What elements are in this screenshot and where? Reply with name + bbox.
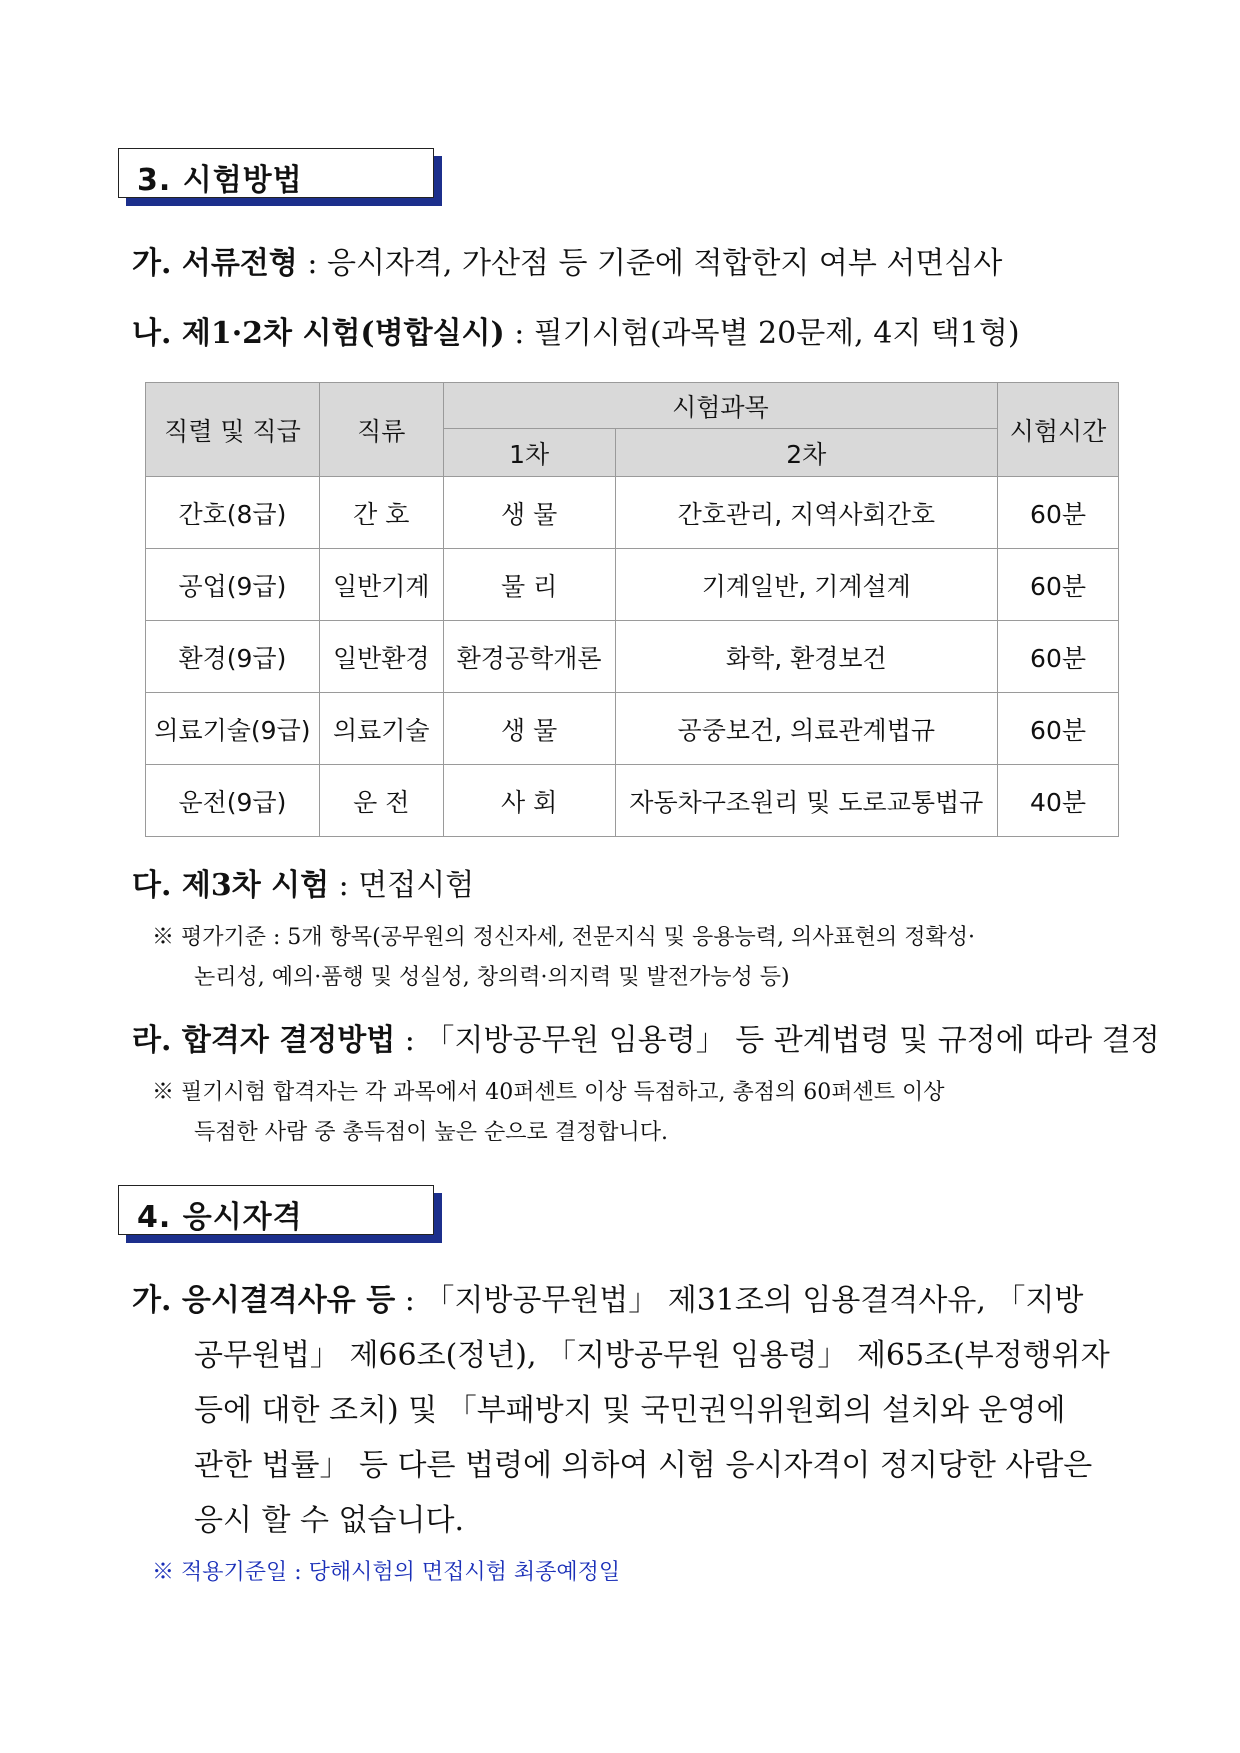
header-time: 시험시간 — [998, 383, 1119, 477]
cell-type: 일반환경 — [319, 621, 443, 693]
cell-second: 기계일반, 기계설계 — [615, 549, 998, 621]
section4-title-box — [118, 1185, 434, 1235]
s3-ra-label: 라. 합격자 결정방법 — [132, 1023, 396, 1058]
cell-type: 의료기술 — [319, 693, 443, 765]
section3-title-box — [118, 148, 434, 198]
s4-ga-text1: : 「지방공무원법」 제31조의 임용결격사유, 「지방 — [395, 1283, 1084, 1318]
table-row — [146, 693, 1119, 765]
s3-ga-text: 응시자격, 가산점 등 기준에 적합한지 여부 서면심사 — [326, 246, 1003, 281]
s3-item-ga — [132, 238, 1002, 282]
table-row — [146, 621, 1119, 693]
s3-ra-sep: : — [395, 1023, 425, 1058]
header-type: 직류 — [319, 383, 443, 477]
cell-grade: 공업(9급) — [146, 549, 320, 621]
exam-table — [145, 382, 1119, 837]
cell-first: 사 회 — [443, 765, 615, 837]
s3-ra-note-line1: ※ 필기시험 합격자는 각 과목에서 40퍼센트 이상 득점하고, 총점의 60퍼센트 이상 — [152, 1080, 945, 1105]
s4-item-ga-line5: 응시 할 수 없습니다. — [194, 1503, 464, 1538]
s3-da-note-line2: 논리성, 예의·품행 및 성실성, 창의력·의지력 및 발전가능성 등) — [194, 965, 790, 990]
cell-second: 화학, 환경보건 — [615, 621, 998, 693]
cell-grade: 의료기술(9급) — [146, 693, 320, 765]
s3-ra-note-line2: 득점한 사람 중 총득점이 높은 순으로 결정합니다. — [194, 1120, 668, 1145]
s3-item-da — [132, 860, 474, 904]
cell-time: 60분 — [998, 621, 1119, 693]
section4-title: 4. 응시자격 — [137, 1200, 303, 1235]
s3-na-text: 필기시험(과목별 20문제, 4지 택1형) — [533, 316, 1020, 351]
cell-first: 생 물 — [443, 477, 615, 549]
s3-da-label: 다. 제3차 시험 — [132, 868, 330, 903]
s3-item-na — [132, 308, 1020, 352]
cell-type: 일반기계 — [319, 549, 443, 621]
s3-da-sep: : — [329, 868, 359, 903]
s4-note: ※ 적용기준일 : 당해시험의 면접시험 최종예정일 — [152, 1560, 621, 1585]
s4-item-ga-line1 — [132, 1275, 1083, 1319]
s4-item-ga-line2: 공무원법」 제66조(정년), 「지방공무원 임용령」 제65조(부정행위자 — [194, 1338, 1110, 1373]
s3-item-ra — [132, 1015, 1160, 1059]
s3-ra-text: 「지방공무원 임용령」 등 관계법령 및 규정에 따라 결정 — [424, 1023, 1160, 1058]
section3-title: 3. 시험방법 — [137, 163, 303, 198]
cell-time: 40분 — [998, 765, 1119, 837]
cell-first: 생 물 — [443, 693, 615, 765]
header-subjects: 시험과목 — [443, 383, 997, 429]
s3-na-sep: : — [504, 316, 534, 351]
cell-second: 간호관리, 지역사회간호 — [615, 477, 998, 549]
cell-grade: 간호(8급) — [146, 477, 320, 549]
s4-item-ga-line3: 등에 대한 조치) 및 「부패방지 및 국민권익위원회의 설치와 운영에 — [194, 1393, 1066, 1428]
cell-grade: 운전(9급) — [146, 765, 320, 837]
s4-item-ga-line4: 관한 법률」 등 다른 법령에 의하여 시험 응시자격이 정지당한 사람은 — [194, 1448, 1093, 1483]
cell-time: 60분 — [998, 549, 1119, 621]
s4-ga-label: 가. 응시결격사유 등 — [132, 1283, 396, 1318]
table-row — [146, 477, 1119, 549]
exam-table-body — [146, 477, 1119, 837]
cell-second: 공중보건, 의료관계법규 — [615, 693, 998, 765]
s3-na-label: 나. 제1·2차 시험(병합실시) — [132, 316, 505, 351]
s3-da-note-line1: ※ 평가기준 : 5개 항목(공무원의 정신자세, 전문지식 및 응용능력, 의사표현의 정확성· — [152, 925, 975, 950]
s3-ga-label: 가. 서류전형 — [132, 246, 298, 281]
s3-da-text: 면접시험 — [358, 868, 475, 903]
table-row — [146, 549, 1119, 621]
table-row — [146, 765, 1119, 837]
cell-type: 운 전 — [319, 765, 443, 837]
cell-type: 간 호 — [319, 477, 443, 549]
cell-time: 60분 — [998, 477, 1119, 549]
header-first: 1차 — [443, 429, 615, 477]
header-second: 2차 — [615, 429, 998, 477]
cell-second: 자동차구조원리 및 도로교통법규 — [615, 765, 998, 837]
cell-time: 60분 — [998, 693, 1119, 765]
cell-first: 환경공학개론 — [443, 621, 615, 693]
cell-grade: 환경(9급) — [146, 621, 320, 693]
s3-ga-sep: : — [297, 246, 327, 281]
header-grade: 직렬 및 직급 — [146, 383, 320, 477]
cell-first: 물 리 — [443, 549, 615, 621]
